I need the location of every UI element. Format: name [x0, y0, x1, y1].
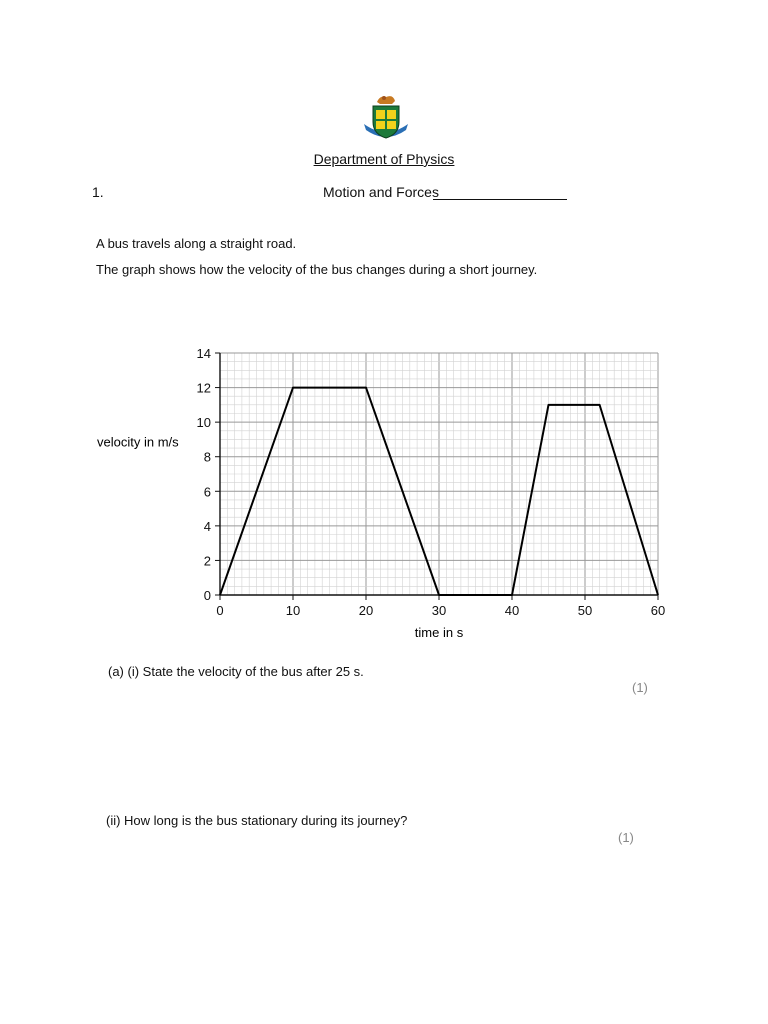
x-tick-label: 20 [358, 603, 374, 618]
y-tick-label: 10 [196, 415, 211, 431]
y-tick-label: 2 [203, 553, 211, 569]
chart-grid [220, 353, 658, 595]
school-crest-logo [360, 92, 412, 144]
topic-title: Motion and Forces [323, 184, 439, 200]
question-a-i: (a) (i) State the velocity of the bus after 25 s. [108, 664, 364, 679]
y-tick-label: 12 [196, 380, 211, 396]
x-tick-label: 60 [650, 603, 666, 618]
y-tick-label: 0 [203, 588, 211, 603]
intro-line-1: A bus travels along a straight road. [96, 236, 297, 251]
marks-a-ii: (1) [618, 830, 634, 845]
x-tick-label: 0 [216, 603, 224, 618]
y-tick-label: 14 [196, 346, 211, 361]
question-number: 1. [92, 184, 104, 200]
x-axis-label: time in s [414, 625, 464, 640]
x-tick-label: 40 [504, 603, 520, 618]
y-tick-label: 4 [203, 518, 211, 534]
topic-underline [433, 199, 567, 200]
chart-tick-labels [197, 346, 666, 618]
question-a-ii: (ii) How long is the bus stationary during its journey? [106, 813, 408, 828]
y-tick-label: 8 [203, 449, 211, 465]
x-tick-label: 30 [431, 603, 447, 618]
x-tick-label: 50 [577, 603, 593, 618]
marks-a-i: (1) [632, 680, 648, 695]
velocity-time-graph [90, 340, 690, 650]
y-axis-label: velocity in m/s [97, 434, 179, 450]
x-tick-label: 10 [285, 603, 301, 618]
intro-line-2: The graph shows how the velocity of the bus changes during a short journey. [96, 262, 538, 277]
y-tick-label: 6 [203, 484, 211, 500]
department-title: Department of Physics [313, 151, 455, 167]
